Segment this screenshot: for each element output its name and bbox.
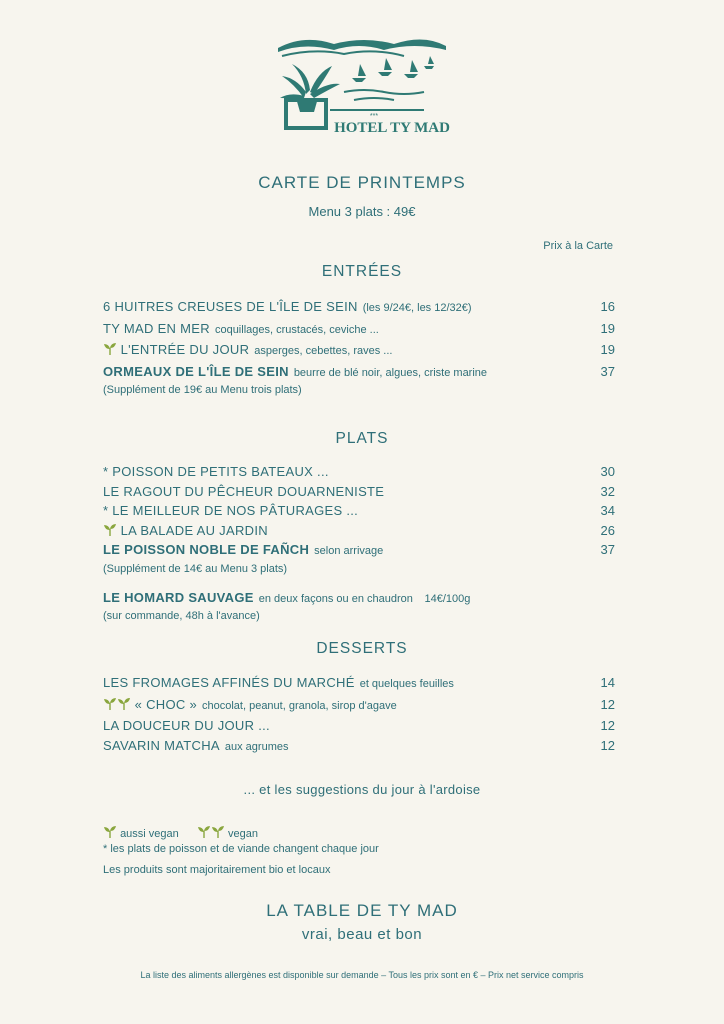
menu-item: * POISSON DE PETITS BATEAUX ... 30 [103,462,615,482]
menu-item: TY MAD EN MER coquillages, crustacés, ceviche ... 19 [103,319,615,341]
sprout-icon [103,826,117,838]
entrees-list [103,297,615,397]
svg-text:***: *** [369,113,379,120]
sprout-icon [103,698,117,710]
menu-price: Menu 3 plats : 49€ [308,204,416,219]
item-price: 16 [600,299,615,314]
sprout-icon [197,826,211,838]
item-price: 30 [600,464,615,479]
item-price: 37 [600,363,615,379]
item-price: 12 [600,737,615,753]
prix-a-la-carte-label: Prix à la Carte [543,240,613,252]
sprout-icon [117,698,131,710]
menu-item: LA DOUCEUR DU JOUR ... 12 [103,716,615,736]
menu-item: SAVARIN MATCHA aux agrumes 12 [103,736,615,758]
asterisk-note: * les plats de poisson et de viande changent chaque jour [103,843,379,855]
item-price: 12 [600,718,615,733]
item-price: 12 [600,696,615,712]
menu-item: LA BALADE AU JARDIN 26 [103,521,615,541]
legend-vegan-option: aussi vegan [120,828,179,840]
section-title-entrees: ENTRÉES [321,263,403,280]
menu-item-homard: LE HOMARD SAUVAGE en deux façons ou en chaudron 14€/100g [103,589,471,605]
item-price: 32 [600,483,615,499]
item-price: 34 [600,503,615,518]
legend [103,826,379,878]
hills-icon [278,39,446,52]
item-price: 19 [600,320,615,336]
item-price: 37 [600,542,615,557]
menu-item: « CHOC » chocolat, peanut, granola, sirop d'agave 12 [103,695,615,717]
item-price: 26 [600,522,615,538]
section-title-plats: PLATS [335,430,389,447]
closing-title: LA TABLE DE TY MAD [266,901,458,920]
suggestions-line: ... et les suggestions du jour à l'ardoise [243,782,481,797]
menu-item: * LE MEILLEUR DE NOS PÂTURAGES ... 34 [103,501,615,521]
sprout-icon [103,524,117,536]
bio-note: Les produits sont majoritairement bio et locaux [103,864,331,876]
section-title-desserts: DESSERTS [316,640,408,657]
desserts-list [103,673,615,757]
menu-item: ORMEAUX DE L'ÎLE DE SEIN beurre de blé noir, algues, criste marine 37 [103,362,615,384]
plats-list [103,462,615,623]
supplement-note: (Supplément de 14€ au Menu 3 plats) [103,562,288,575]
menu-item: LES FROMAGES AFFINÉS DU MARCHÉ et quelques feuilles 14 [103,673,615,695]
menu-item: LE RAGOUT DU PÊCHEUR DOUARNENISTE 32 [103,482,615,502]
sprout-icon [211,826,225,838]
menu-item: LE POISSON NOBLE DE FAÑCH selon arrivage 37 [103,540,615,562]
item-price: 14 [600,675,615,690]
menu-title: CARTE DE PRINTEMPS [258,173,466,192]
boats-icon [352,56,434,82]
legend-vegan: vegan [227,828,258,840]
hotel-logo [274,36,450,136]
closing-subtitle: vrai, beau et bon [301,926,423,943]
footer-note: La liste des aliments allergènes est disponible sur demande – Tous les prix sont en € – Prix net service compris [140,970,584,980]
order-note: (sur commande, 48h à l'avance) [103,610,260,622]
supplement-note: (Supplément de 19€ au Menu trois plats) [103,384,302,396]
menu-item: L'ENTRÉE DU JOUR asperges, cebettes, raves ... 19 [103,340,615,362]
sprout-icon [103,343,117,355]
plant-icon [280,64,340,100]
menu-item: 6 HUITRES CREUSES DE L'ÎLE DE SEIN (les 9/24€, les 12/32€) 16 [103,297,615,319]
item-price: 19 [600,342,615,357]
logo-text: HOTEL TY MAD [334,120,450,136]
